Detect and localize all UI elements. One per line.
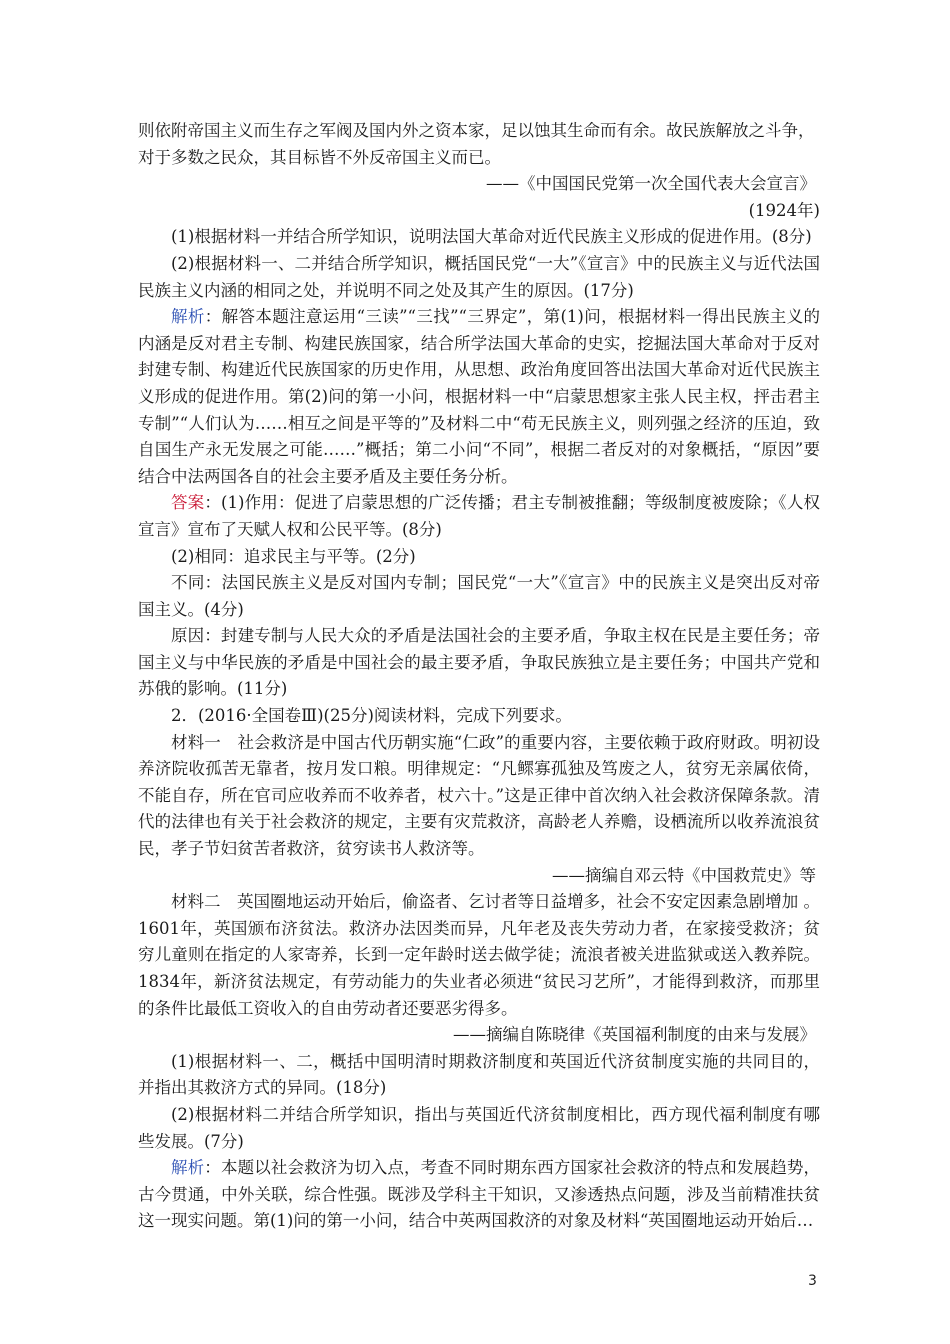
answer1-text: ：(1)作用：促进了启蒙思想的广泛传播；君主专制被推翻；等级制度被废除；《人权宣言》宣布了天赋人权和公民平等。(8分) (138, 493, 821, 539)
question2-source2: ——摘编自陈晓律《英国福利制度的由来与发展》 (453, 1025, 816, 1045)
question2-part1: (1)根据材料一、二，概括中国明清时期救济制度和英国近代济贫制度实施的共同目的，并指出其救济方式的异同。(18分) (138, 1051, 820, 1098)
analysis-label: 解析 (171, 307, 205, 327)
answer1-diff: 不同：法国民族主义是反对国内专制；国民党“一大”《宣言》中的民族主义是突出反对帝国主义。(4分) (138, 573, 820, 619)
question2-source1: ——摘编自邓云特《中国救荒史》等 (552, 865, 816, 885)
intro-year: (1924年) (748, 200, 820, 220)
analysis2 (138, 1155, 820, 1235)
intro-line-2: 对于多数之民众，其目标皆不外反帝国主义而已。 (138, 147, 501, 167)
page-number: 3 (808, 1273, 817, 1289)
answer1 (138, 490, 820, 543)
analysis2-text: ：本题以社会救济为切入点，考查不同时期东西方国家社会救济的特点和发展趋势，古今贯通，中外关联，综合性强。既涉及学科主干知识，又渗透热点问题，涉及当前精准扶贫这一现实问题。第(1)问的第一小问，结合中英两国救济的对象及材料“英国圈地运动开始后… (138, 1158, 821, 1231)
text-column (138, 118, 820, 1235)
analysis-label: 解析 (171, 1158, 205, 1178)
answer1-reason: 原因：封建专制与人民大众的矛盾是法国社会的主要矛盾，争取主权在民是主要任务；帝国主义与中华民族的矛盾是中国社会的最主要矛盾，争取民族独立是主要任务；中国共产党和苏俄的影响。(11分) (138, 626, 820, 699)
intro-source: ——《中国国民党第一次全国代表大会宣言》 (486, 174, 816, 194)
answer-label: 答案 (171, 493, 205, 513)
question2-part2: (2)根据材料二并结合所学知识，指出与英国近代济贫制度相比，西方现代福利制度有哪些发展。(7分) (138, 1104, 820, 1151)
question2-heading: 2．(2016·全国卷Ⅲ)(25分)阅读材料，完成下列要求。 (171, 706, 572, 726)
analysis1-text: ：解答本题注意运用“三读”“三找”“三界定”，第(1)问，根据材料一得出民族主义的内涵是反对君主专制、构建民族国家，结合所学法国大革命的史实，挖掘法国大革命对于反对封建专制、构建近代民族国家的历史作用，从思想、政治角度回答出法国大革命对近代民族主义形成的促进作用。第(2)问的第一小问，根据材料一中“启蒙思想家主张人民主权，抨击君主专制”“人们认为……相互之间是平等的”及材料二中“苟无民族主义，则列强之经济的压迫，致自国生产永无发展之可能……”概括；第二小问“不同”，根据二者反对的对象概括，“原因”要结合中法两国各自的社会主要矛盾及主要任务分析。 (138, 307, 821, 486)
question2-material2: 材料二 英国圈地运动开始后，偷盗者、乞讨者等日益增多，社会不安定因素急剧增加 。1601年，英国颁布济贫法。救济办法因类而异，凡年老及丧失劳动力者，在家接受救济；贫穷儿童则在指定的人家寄养，长到一定年龄时送去做学徒；流浪者被关进监狱或送入教养院。1834年，新济贫法规定，有劳动能力的失业者必须进“贫民习艺所”，才能得到救济，而那里的条件比最低工资收入的自由劳动者还要恶劣得多。 (138, 892, 820, 1018)
intro-line-1: 则依附帝国主义而生存之军阀及国内外之资本家，足以蚀其生命而有余。故民族解放之斗争， (138, 121, 815, 140)
question1-part2: (2)根据材料一、二并结合所学知识，概括国民党“一大”《宣言》中的民族主义与近代法国民族主义内涵的相同之处，并说明不同之处及其产生的原因。(17分) (138, 253, 820, 300)
answer1-same: (2)相同：追求民主与平等。(2分) (171, 546, 416, 566)
analysis1 (138, 304, 820, 490)
question2-material1: 材料一 社会救济是中国古代历朝实施“仁政”的重要内容，主要依赖于政府财政。明初设养济院收孤苦无靠者，按月发口粮。明律规定：“凡鳏寡孤独及笃废之人，贫穷无亲属依倚，不能自存，所在官司应收养而不收养者，杖六十。”这是正律中首次纳入社会救济保障条款。清代的法律也有关于社会救济的规定，主要有灾荒救济，高龄老人养赡，设栖流所以收养流浪贫民，孝子节妇贫苦者救济，贫穷读书人救济等。 (138, 732, 820, 859)
question1-part1: (1)根据材料一并结合所学知识，说明法国大革命对近代民族主义形成的促进作用。(8分) (171, 227, 812, 247)
